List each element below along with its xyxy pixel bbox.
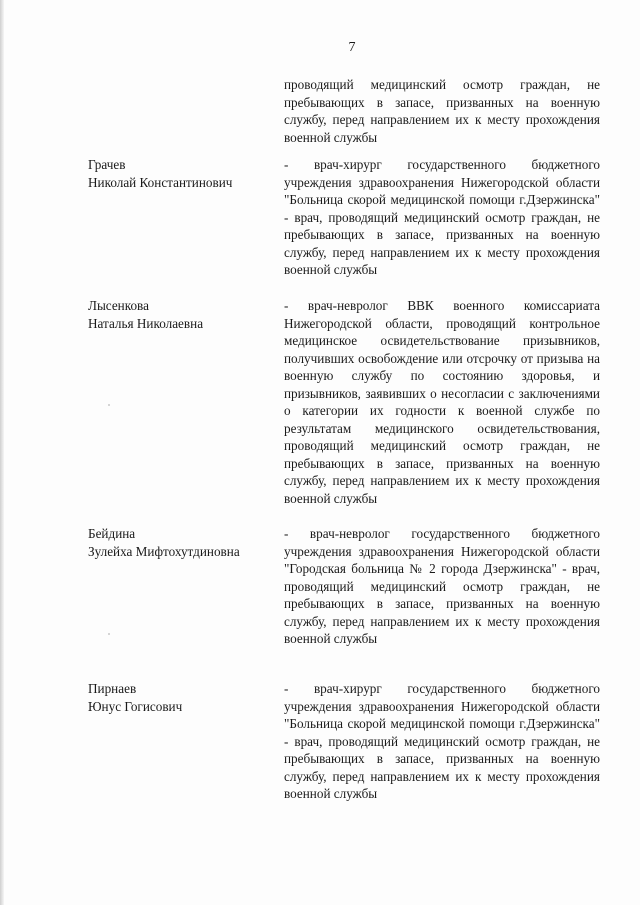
- page-number: 7: [348, 40, 356, 55]
- person-surname: Бейдина: [88, 526, 136, 541]
- person-description: - врач-хирург государственного бюджетного учреждения здравоохранения Нижегородской области "Больница скорой медицинской помощи г.Дзержинска" - врач, проводящий медицинский осмотр граждан, не пребывающих в запасе, призванных на военную службу, перед направлением их к месту прохождения военной службы: [284, 681, 600, 801]
- person-given-names: Наталья Николаевна: [88, 315, 204, 331]
- scan-speck: [108, 404, 110, 406]
- continuation-text: проводящий медицинский осмотр граждан, не пребывающих в запасе, призванных на военную службу, перед направлением их к месту прохождения военной службы: [284, 77, 600, 145]
- person-name: [88, 297, 278, 332]
- scan-speck: [108, 633, 110, 635]
- person-surname: Лысенкова: [88, 298, 149, 313]
- person-given-names: Юнус Гогисович: [88, 698, 183, 714]
- person-given-names: Николай Константинович: [88, 174, 233, 190]
- scan-edge: [0, 0, 4, 905]
- person-name: [88, 525, 278, 560]
- person-name: [88, 156, 278, 191]
- person-surname: Пирнаев: [88, 681, 137, 696]
- person-name: [88, 680, 278, 715]
- person-given-names: Зулейха Мифтохутдиновна: [88, 543, 240, 559]
- person-description: - врач-невролог государственного бюджетного учреждения здравоохранения Нижегородской области "Городская больница № 2 города Дзержинска" - врач, проводящий медицинский осмотр граждан, не пребывающих в запасе, призванных на военную службу, перед направлением их к месту прохождения военной службы: [284, 526, 600, 646]
- person-surname: Грачев: [88, 157, 126, 172]
- person-description: - врач-невролог ВВК военного комиссариата Нижегородской области, проводящий контрольное медицинское освидетельствование призывников, получивших освобождение или отсрочку от призыва на военную службу по состоянию здоровья, и призывников, заявивших о несогласии с заключениями о категории их годности к военной службе по результатам медицинского освидетельствования, проводящий медицинский осмотр граждан, не пребывающих в запасе, призванных на военную службу, перед направлением их к месту прохождения военной службы: [284, 298, 600, 506]
- person-description: - врач-хирург государственного бюджетного учреждения здравоохранения Нижегородской области "Больница скорой медицинской помощи г.Дзержинска" - врач, проводящий медицинский осмотр граждан, не пребывающих в запасе, призванных на военную службу, перед направлением их к месту прохождения военной службы: [284, 157, 600, 277]
